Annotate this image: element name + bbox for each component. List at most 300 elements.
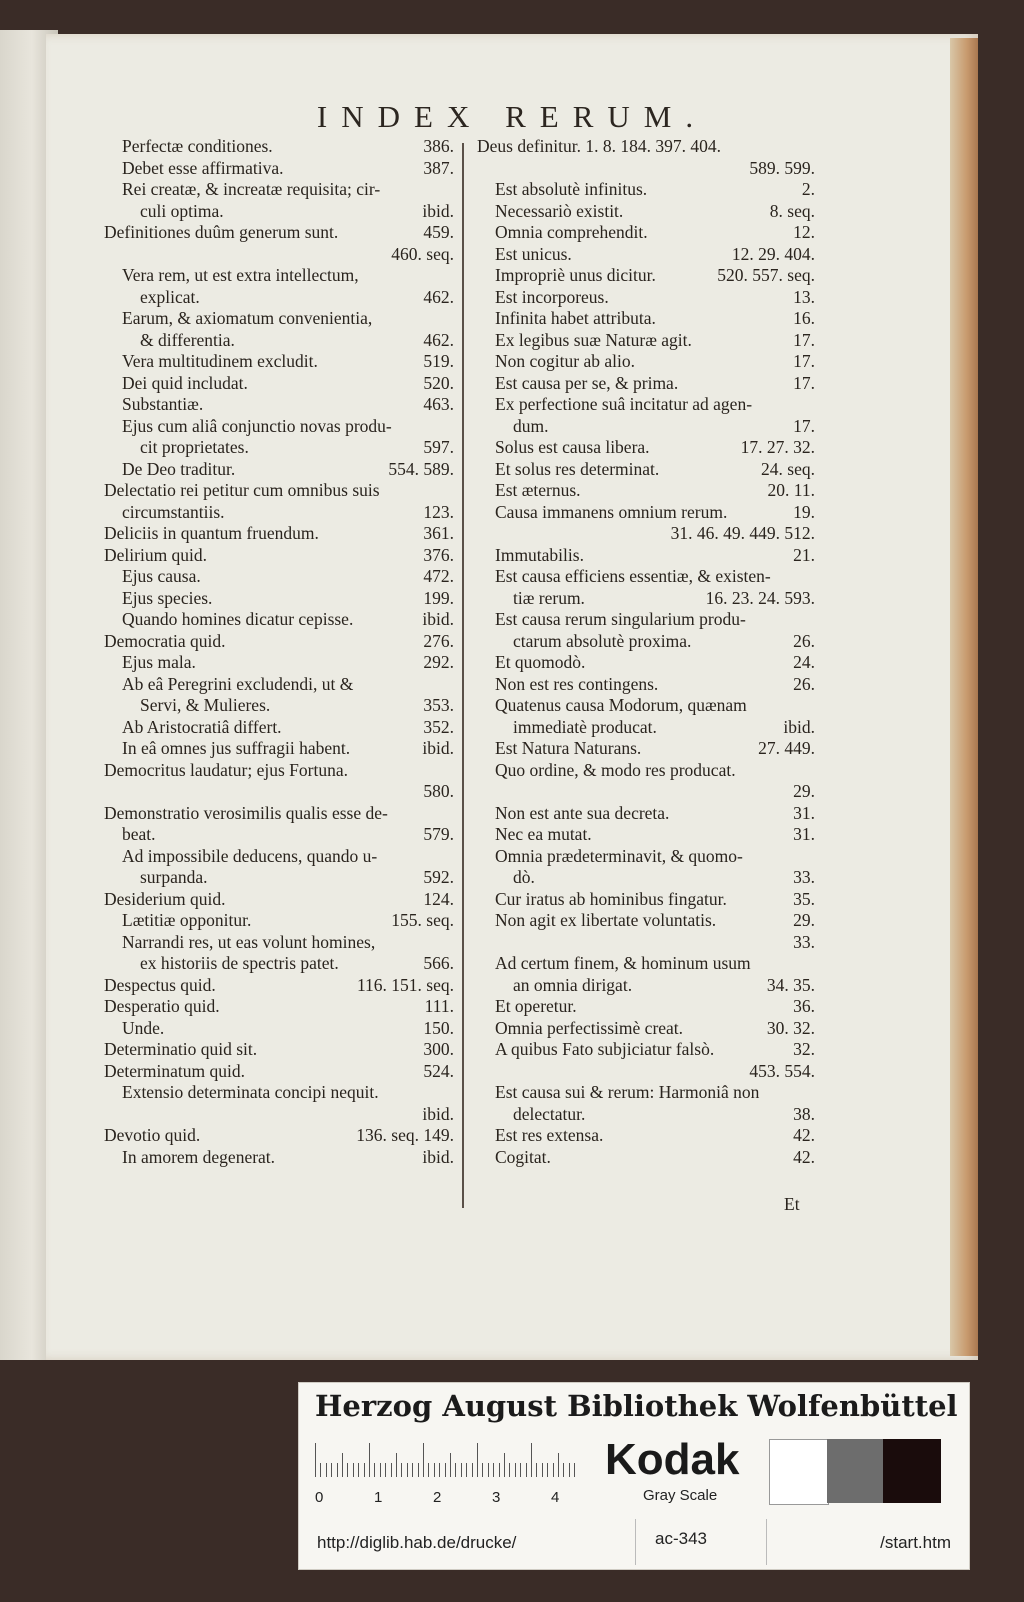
index-line: [104, 674, 454, 696]
index-subentry: [477, 889, 815, 911]
start-link: /start.htm: [880, 1533, 951, 1552]
ruler-number: 1: [374, 1489, 383, 1506]
index-line: [104, 631, 454, 653]
index-line: [477, 502, 815, 524]
index-text: Omnia perfectissimè creat.: [495, 1017, 684, 1038]
index-line: [104, 1082, 454, 1104]
ruler-tick: [536, 1463, 537, 1477]
index-line: [104, 502, 454, 524]
page-reference: 19.: [793, 501, 815, 522]
index-text: Deus definitur. 1. 8. 184. 397. 404.: [477, 136, 722, 156]
index-line: [104, 179, 454, 201]
ruler-tick: [520, 1463, 521, 1477]
index-text: Est absolutè infinitus.: [495, 179, 648, 199]
index-text: Desiderium quid.: [104, 888, 226, 909]
index-text: tiæ rerum.: [513, 587, 585, 608]
index-headword-entry: [104, 631, 454, 653]
index-subentry: [104, 717, 454, 739]
ruler-tick: [369, 1443, 370, 1477]
index-subentry: [477, 760, 815, 803]
page-reference: 386.: [423, 136, 454, 156]
index-text: Ad certum finem, & hominum usum: [495, 953, 751, 973]
index-line: [104, 480, 454, 502]
ruler-tick: [331, 1463, 332, 1477]
index-line: [104, 803, 454, 825]
catchword: Et: [784, 1194, 800, 1214]
page-reference: 38.: [793, 1103, 815, 1124]
index-text: Ad impossibile deducens, quando u-: [122, 845, 378, 866]
index-headword-entry: [104, 222, 454, 265]
page-reference: 17.: [793, 329, 815, 350]
index-line: [104, 394, 454, 416]
index-line: [477, 760, 815, 782]
index-text: Despectus quid.: [104, 974, 216, 995]
index-headword-entry: [104, 1039, 454, 1061]
page-reference: 387.: [423, 157, 454, 178]
index-text: Cogitat.: [495, 1146, 551, 1167]
page-reference: ibid.: [422, 200, 454, 221]
index-line: [477, 545, 815, 567]
index-subentry: [477, 695, 815, 738]
index-text: Rei creatæ, & increatæ requisita; cir-: [122, 179, 381, 199]
page-reference: 353.: [423, 695, 454, 715]
index-subentry: [477, 1018, 815, 1040]
index-line: [104, 953, 454, 975]
page-reference: 462.: [423, 329, 454, 350]
ruler-tick: [364, 1463, 365, 1477]
index-text: Est unicus.: [495, 243, 572, 264]
index-subentry: [104, 158, 454, 180]
ruler-tick: [563, 1463, 564, 1477]
index-line: [477, 566, 815, 588]
index-line: [104, 1147, 454, 1169]
page-reference: 20. 11.: [767, 480, 815, 500]
ruler-tick: [547, 1463, 548, 1477]
page-reference: 16. 23. 24. 593.: [705, 587, 815, 608]
page-reference: ibid.: [422, 1146, 454, 1167]
index-headword-entry: [104, 1125, 454, 1147]
ruler-scale: [315, 1443, 575, 1477]
index-headword-entry: [104, 545, 454, 567]
index-text: Est causa rerum singularium produ-: [495, 609, 746, 629]
index-text: Et solus res determinat.: [495, 458, 660, 479]
page-reference: 136. seq. 149.: [356, 1125, 454, 1145]
index-line: [104, 566, 454, 588]
index-subentry: [104, 932, 454, 975]
black-swatch: [883, 1439, 941, 1503]
page-reference: 27. 449.: [758, 738, 815, 758]
index-text: circumstantiis.: [122, 501, 225, 522]
index-text: Democratia quid.: [104, 630, 226, 651]
index-subentry: [477, 373, 815, 395]
index-line: [104, 760, 454, 782]
page-reference: 520.: [423, 372, 454, 393]
page-reference: 453. 554.: [749, 1060, 815, 1081]
index-text: ex historiis de spectris patet.: [140, 953, 339, 973]
index-text: Ab Aristocratiâ differt.: [122, 716, 282, 737]
index-line: [477, 695, 815, 717]
page-reference: 24. seq.: [761, 458, 815, 479]
index-line: [104, 846, 454, 868]
page-reference: 123.: [423, 501, 454, 522]
index-text: Et quomodò.: [495, 652, 586, 672]
index-text: Non est res contingens.: [495, 673, 659, 694]
ruler-tick: [488, 1463, 489, 1477]
page-reference: 554. 589.: [388, 458, 454, 479]
ruler-tick: [482, 1463, 483, 1477]
index-subentry: [477, 803, 815, 825]
index-subentry: [104, 652, 454, 674]
index-text: an omnia dirigat.: [513, 974, 633, 995]
ruler-tick: [391, 1463, 392, 1477]
index-subentry: [104, 738, 454, 760]
ruler-tick: [531, 1443, 532, 1477]
ruler-tick: [380, 1463, 381, 1477]
index-subentry: [477, 846, 815, 889]
page-reference: 21.: [793, 544, 815, 565]
page-reference: 16.: [793, 308, 815, 328]
index-text: Est causa per se, & prima.: [495, 372, 679, 393]
page-reference: 17. 27. 32.: [740, 437, 815, 457]
index-text: Deliciis in quantum fruendum.: [104, 523, 319, 543]
page-reference: 376.: [423, 544, 454, 565]
index-headword-entry: [104, 975, 454, 997]
ruler-tick: [396, 1453, 397, 1477]
index-subentry: [477, 480, 815, 502]
index-subentry: [104, 609, 454, 631]
page-reference: ibid.: [783, 716, 815, 737]
index-subentry: [104, 179, 454, 222]
index-line: [104, 996, 454, 1018]
index-line: [104, 652, 454, 674]
index-line: [477, 158, 815, 180]
index-subentry: [104, 1018, 454, 1040]
index-text: Dei quid includat.: [122, 372, 248, 393]
ruler-tick: [509, 1463, 510, 1477]
index-text: Definitiones duûm generum sunt.: [104, 222, 339, 242]
index-line: [104, 781, 454, 803]
index-line: [104, 158, 454, 180]
index-line: [104, 373, 454, 395]
index-headword-entry: [477, 136, 815, 179]
index-text: cit proprietates.: [140, 437, 249, 457]
page-reference: 30. 32.: [766, 1017, 815, 1038]
index-subentry: [477, 502, 815, 545]
page-reference: 12. 29. 404.: [731, 243, 815, 264]
index-text: Omnia prædeterminavit, & quomo-: [495, 845, 743, 866]
page-reference: 300.: [423, 1039, 454, 1059]
ruler-tick: [428, 1463, 429, 1477]
index-line: [104, 437, 454, 459]
ruler-tick: [526, 1463, 527, 1477]
index-line: [104, 287, 454, 309]
page-reference: 26.: [793, 630, 815, 651]
index-line: [477, 609, 815, 631]
index-text: Causa immanens omnium rerum.: [495, 501, 728, 522]
index-line: [477, 136, 815, 158]
index-text: Determinatum quid.: [104, 1060, 245, 1081]
index-line: [104, 308, 454, 330]
page-reference: 199.: [423, 587, 454, 608]
index-text: Est res extensa.: [495, 1125, 604, 1145]
index-text: Quatenus causa Modorum, quænam: [495, 695, 747, 715]
page-reference: 124.: [423, 888, 454, 909]
page-reference: 17.: [793, 415, 815, 436]
index-text: Demonstratio verosimilis qualis esse de-: [104, 802, 388, 823]
index-line: [104, 738, 454, 760]
page-reference: 592.: [423, 867, 454, 887]
index-subentry: [477, 738, 815, 760]
index-line: [104, 889, 454, 911]
ruler-number: 3: [492, 1489, 501, 1506]
index-subentry: [477, 459, 815, 481]
index-subentry: [477, 394, 815, 437]
index-text: ctarum absolutè proxima.: [513, 630, 692, 651]
ruler-tick: [434, 1463, 435, 1477]
ruler-tick: [515, 1463, 516, 1477]
ruler-tick: [353, 1463, 354, 1477]
page-reference: 519.: [423, 351, 454, 371]
index-text: Non est ante sua decreta.: [495, 802, 670, 823]
ruler-tick: [472, 1463, 473, 1477]
color-card: [298, 1382, 970, 1570]
index-text: Et operetur.: [495, 996, 577, 1016]
running-title: INDEX RERUM.: [316, 99, 708, 134]
index-text: Immutabilis.: [495, 544, 584, 565]
ruler-tick: [461, 1463, 462, 1477]
index-subentry: [477, 351, 815, 373]
index-subentry: [477, 545, 815, 567]
index-line: [477, 652, 815, 674]
index-line: [104, 824, 454, 846]
index-line: [477, 351, 815, 373]
index-subentry: [477, 674, 815, 696]
index-text: Nec ea mutat.: [495, 824, 592, 844]
ruler-tick: [401, 1463, 402, 1477]
ruler-tick: [423, 1443, 424, 1477]
index-line: [477, 1104, 815, 1126]
index-line: [477, 717, 815, 739]
index-headword-entry: [104, 889, 454, 911]
index-text: dum.: [513, 415, 549, 436]
page-reference: 29.: [793, 781, 815, 801]
ruler-tick: [558, 1453, 559, 1477]
page-reference: 580.: [423, 781, 454, 801]
index-subentry: [477, 652, 815, 674]
page-reference: 36.: [793, 996, 815, 1016]
index-line: [477, 179, 815, 201]
index-text: Cur iratus ab hominibus fingatur.: [495, 888, 727, 909]
index-text: Vera multitudinem excludit.: [122, 351, 318, 371]
ruler-tick: [320, 1463, 321, 1477]
page-reference: ibid.: [422, 609, 454, 629]
index-subentry: [104, 416, 454, 459]
source-url: http://diglib.hab.de/drucke/: [317, 1533, 517, 1552]
page-reference: 116. 151. seq.: [356, 974, 454, 995]
index-line: [477, 1018, 815, 1040]
index-subentry: [477, 1147, 815, 1169]
index-line: [104, 222, 454, 244]
index-line: [104, 351, 454, 373]
index-subentry: [477, 179, 815, 201]
index-line: [104, 523, 454, 545]
index-line: [104, 1018, 454, 1040]
index-line: [104, 695, 454, 717]
ruler-number: 2: [433, 1489, 442, 1506]
index-text: In amorem degenerat.: [122, 1146, 276, 1167]
white-swatch: [769, 1439, 829, 1505]
index-line: [477, 781, 815, 803]
index-line: [104, 932, 454, 954]
index-line: [477, 1125, 815, 1147]
index-line: [477, 330, 815, 352]
ruler-tick: [407, 1463, 408, 1477]
index-text: Narrandi res, ut eas volunt homines,: [122, 931, 376, 952]
index-headword-entry: [104, 523, 454, 545]
page-reference: 460. seq.: [391, 243, 454, 264]
index-text: & differentia.: [140, 329, 235, 350]
index-text: Debet esse affirmativa.: [122, 157, 284, 178]
page-reference: 17.: [793, 372, 815, 393]
index-text: Ex legibus suæ Naturæ agit.: [495, 329, 692, 350]
index-text: Vera rem, ut est extra intellectum,: [122, 265, 359, 285]
index-subentry: [104, 459, 454, 481]
ruler-tick: [493, 1463, 494, 1477]
page-reference: 520. 557. seq.: [717, 265, 815, 285]
index-line: [104, 459, 454, 481]
page-reference: 462.: [423, 286, 454, 307]
ruler-tick: [412, 1463, 413, 1477]
index-line: [477, 1039, 815, 1061]
index-line: [104, 201, 454, 223]
index-line: [477, 437, 815, 459]
index-headword-entry: [104, 803, 454, 846]
index-line: [104, 416, 454, 438]
index-column-left: [104, 136, 454, 1168]
index-text: Est incorporeus.: [495, 286, 609, 307]
index-line: [477, 588, 815, 610]
index-text: Substantiæ.: [122, 394, 204, 414]
index-line: [104, 136, 454, 158]
page-reference: 26.: [793, 673, 815, 694]
ruler-tick: [445, 1463, 446, 1477]
index-subentry: [477, 222, 815, 244]
index-subentry: [477, 1039, 815, 1082]
gray-swatch: [827, 1439, 883, 1503]
index-subentry: [477, 437, 815, 459]
page-reference: 459.: [423, 222, 454, 242]
page-reference: ibid.: [422, 738, 454, 758]
index-text: Unde.: [122, 1017, 165, 1038]
index-subentry: [104, 674, 454, 717]
index-subentry: [104, 566, 454, 588]
index-text: Earum, & axiomatum convenientia,: [122, 308, 373, 328]
index-subentry: [477, 910, 815, 953]
page-reference: 463.: [423, 394, 454, 414]
ruler-tick: [358, 1463, 359, 1477]
index-text: Ejus mala.: [122, 652, 196, 672]
index-line: [477, 1147, 815, 1169]
page-reference: 361.: [423, 523, 454, 543]
index-line: [104, 717, 454, 739]
ruler-tick: [504, 1453, 505, 1477]
index-text: Servi, & Mulieres.: [140, 695, 271, 715]
index-text: Quando homines dicatur cepisse.: [122, 609, 354, 629]
index-subentry: [477, 287, 815, 309]
index-line: [477, 867, 815, 889]
index-line: [477, 996, 815, 1018]
index-line: [477, 523, 815, 545]
ruler-tick: [439, 1463, 440, 1477]
index-text: A quibus Fato subjiciatur falsò.: [495, 1039, 715, 1059]
index-line: [477, 932, 815, 954]
index-line: [477, 222, 815, 244]
index-subentry: [104, 1082, 454, 1125]
index-line: [104, 1104, 454, 1126]
gray-scale-label: Gray Scale: [643, 1487, 718, 1504]
index-line: [477, 1061, 815, 1083]
index-text: Omnia comprehendit.: [495, 222, 648, 242]
ruler-tick: [326, 1463, 327, 1477]
index-text: dò.: [513, 867, 535, 887]
index-text: Non cogitur ab alio.: [495, 351, 635, 371]
ruler-tick: [418, 1463, 419, 1477]
page-reference: 31. 46. 49. 449. 512.: [670, 523, 815, 543]
page-reference: 597.: [423, 437, 454, 457]
index-subentry: [477, 609, 815, 652]
page-reference: 589. 599.: [749, 157, 815, 178]
index-subentry: [477, 265, 815, 287]
index-subentry: [104, 1147, 454, 1169]
ruler-tick: [455, 1463, 456, 1477]
index-line: [477, 953, 815, 975]
index-text: immediatè producat.: [513, 716, 657, 737]
ruler-tick: [574, 1463, 575, 1477]
page-reference: 352.: [423, 716, 454, 737]
page-reference: 34. 35.: [766, 974, 815, 995]
index-subentry: [477, 566, 815, 609]
page-reference: 579.: [423, 824, 454, 844]
index-text: Impropriè unus dicitur.: [495, 265, 656, 285]
index-line: [477, 674, 815, 696]
index-line: [477, 738, 815, 760]
index-line: [477, 287, 815, 309]
index-text: Est causa sui & rerum: Harmoniâ non: [495, 1082, 760, 1102]
index-column-right: [477, 136, 815, 1168]
index-line: [477, 824, 815, 846]
index-text: delectatur.: [513, 1103, 586, 1124]
page-reference: 33.: [793, 931, 815, 952]
index-line: [477, 373, 815, 395]
library-name: Herzog August Bibliothek Wolfenbüttel: [315, 1389, 958, 1423]
index-subentry: [477, 824, 815, 846]
page-reference: 29.: [793, 910, 815, 930]
index-line: [104, 975, 454, 997]
index-text: Devotio quid.: [104, 1125, 201, 1145]
index-line: [477, 975, 815, 997]
page-reference: 42.: [793, 1146, 815, 1167]
index-line: [104, 330, 454, 352]
index-line: [104, 1125, 454, 1147]
page-reference: 35.: [793, 888, 815, 909]
page-reference: 2.: [801, 179, 815, 199]
index-subentry: [477, 953, 815, 996]
page-reference: 292.: [423, 652, 454, 672]
kodak-logo: Kodak: [605, 1435, 740, 1484]
page-reference: 524.: [423, 1060, 454, 1081]
index-subentry: [104, 394, 454, 416]
index-text: In eâ omnes jus suffragii habent.: [122, 738, 351, 758]
